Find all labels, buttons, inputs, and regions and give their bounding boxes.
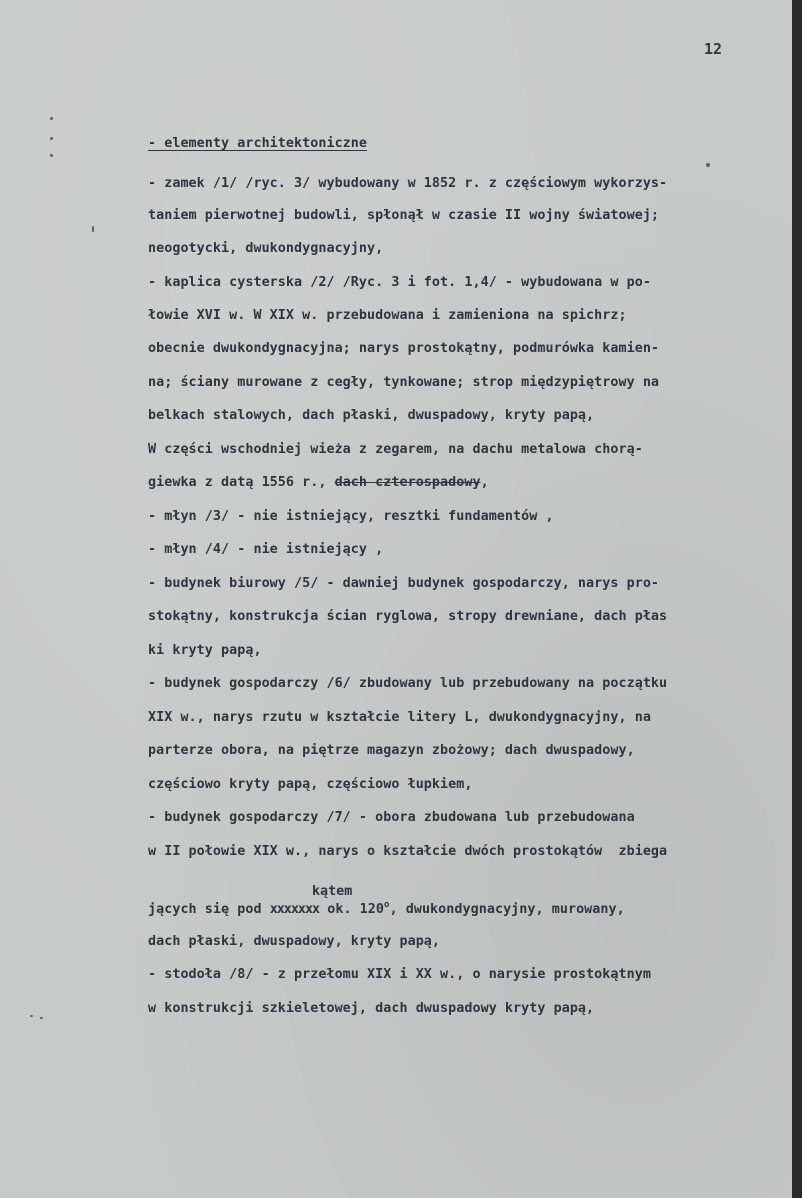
section-heading: - elementy architektoniczne (148, 136, 368, 151)
text-line-24: - stodoła /8/ - z przełomu XIX i XX w., o narysie prostokątnym (148, 967, 651, 982)
text-line-22-end: , dwukondygnacyjny, murowany, (389, 902, 625, 917)
punch-mark (50, 137, 53, 140)
text-line-22-part: jących się pod (148, 902, 270, 917)
text-line-22 (148, 900, 625, 917)
struck-text: dach czterospadowy (334, 475, 481, 490)
text-line-25: w konstrukcji szkieletowej, dach dwuspadowy kryty papą, (148, 1001, 595, 1016)
overtyped-text: xxxxxxx (269, 902, 320, 917)
page-number: 12 (704, 40, 723, 58)
text-line-1: - zamek /1/ /ryc. 3/ wybudowany w 1852 r. z częściowym wykorzys- (148, 176, 668, 191)
paper-mark (92, 226, 94, 232)
text-line-18: parterze obora, na piętrze magazyn zbożowy; dach dwuspadowy, (148, 743, 635, 758)
text-line-10-part: giewka z datą 1556 r., (148, 475, 335, 490)
text-line-22-mid: ok. 120 (319, 902, 385, 917)
text-line-6: obecnie dwukondygnacyjna; narys prostokątny, podmurówka kamien- (148, 341, 660, 356)
text-line-3: neogotycki, dwukondygnacyjny, (148, 241, 384, 256)
paper-mark (30, 1015, 33, 1017)
text-line-21: w II połowie XIX w., narys o kształcie dwóch prostokątów zbiega (148, 844, 668, 859)
text-line-7: na; ściany murowane z cegły, tynkowane; strop międzypiętrowy na (148, 375, 660, 390)
text-line-17: XIX w., narys rzutu w kształcie litery L, dwukondygnacyjny, na (148, 710, 651, 725)
degree-mark: o (384, 900, 390, 910)
paper-mark (706, 163, 710, 167)
punch-mark (50, 117, 53, 120)
text-line-16: - budynek gospodarczy /6/ zbudowany lub przebudowany na początku (148, 676, 668, 691)
text-line-10-end: , (480, 475, 489, 490)
text-line-10 (148, 475, 489, 490)
text-line-13: - budynek biurowy /5/ - dawniej budynek gospodarczy, narys pro- (148, 576, 660, 591)
text-line-8: belkach stalowych, dach płaski, dwuspadowy, kryty papą, (148, 408, 595, 423)
text-line-20: - budynek gospodarczy /7/ - obora zbudowana lub przebudowana (148, 810, 635, 825)
paper-mark (40, 1017, 43, 1019)
text-line-23: dach płaski, dwuspadowy, kryty papą, (148, 934, 441, 949)
punch-mark (50, 154, 53, 157)
text-line-12: - młyn /4/ - nie istniejący , (148, 542, 384, 557)
text-line-9: W części wschodniej wieża z zegarem, na dachu metalowa chorą- (148, 442, 643, 457)
text-line-4: - kaplica cysterska /2/ /Ryc. 3 i fot. 1,4/ - wybudowana w po- (148, 275, 651, 290)
text-line-14: stokątny, konstrukcja ścian ryglowa, stropy drewniane, dach płas (148, 609, 668, 624)
text-line-5: łowie XVI w. W XIX w. przebudowana i zamieniona na spichrz; (148, 308, 627, 323)
text-line-19: częściowo kryty papą, częściowo łupkiem, (148, 777, 473, 792)
text-line-2: taniem pierwotnej budowli, spłonął w czasie II wojny światowej; (148, 208, 660, 223)
page-edge-shadow (792, 0, 802, 1198)
text-line-11: - młyn /3/ - nie istniejący, resztki fundamentów , (148, 509, 554, 524)
text-line-15: ki kryty papą, (148, 643, 262, 658)
interlinear-correction: kątem (312, 884, 353, 899)
